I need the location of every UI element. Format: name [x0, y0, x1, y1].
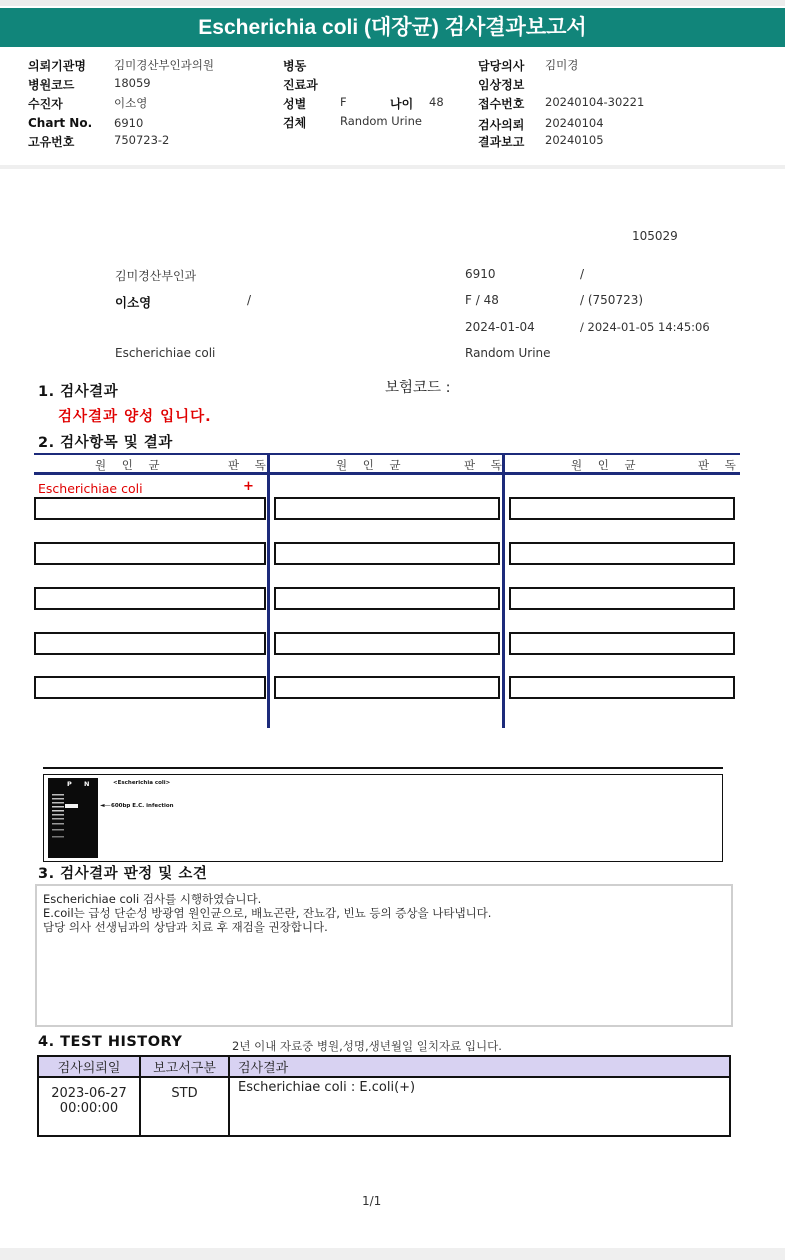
result-box — [509, 676, 735, 699]
request-date-label: 검사의뢰 — [478, 118, 525, 132]
history-col-date: 검사의뢰일 — [38, 1056, 140, 1077]
hospital-code-label: 병원코드 — [28, 78, 75, 92]
header-separator — [0, 165, 785, 169]
request-date-value: 20240104 — [545, 116, 604, 130]
opinion-line-3: 담당 의사 선생님과의 상담과 치료 후 재검을 권장합니다. — [43, 920, 328, 934]
result-box — [34, 676, 266, 699]
col-judge-3: 판 독 — [698, 458, 742, 472]
unique-no-label: 고유번호 — [28, 135, 75, 149]
patient-registration: / (750723) — [580, 293, 644, 307]
patient-specimen: Random Urine — [465, 346, 551, 360]
doctor-value: 김미경 — [545, 58, 579, 72]
result-box — [34, 497, 266, 520]
receipt-no-label: 접수번호 — [478, 97, 525, 111]
age-label: 나이 — [390, 97, 414, 111]
bottom-edge — [0, 1248, 785, 1260]
patient-label: 수진자 — [28, 97, 63, 111]
department-label: 진료과 — [283, 78, 318, 92]
receipt-no-value: 20240104-30221 — [545, 95, 645, 109]
table-divider-1 — [267, 453, 270, 728]
table-row — [38, 1077, 730, 1136]
patient-request-date: 2024-01-04 — [465, 320, 535, 334]
unique-no-value: 750723-2 — [114, 133, 170, 147]
age-value: 48 — [429, 95, 444, 109]
hospital-code-value: 18059 — [114, 76, 151, 90]
col-pathogen-3: 원 인 균 — [571, 458, 642, 472]
history-time: 00:00:00 — [59, 1101, 119, 1116]
hospital-value: 김미경산부인과의원 — [114, 58, 214, 72]
patient-value: 이소영 — [114, 96, 148, 110]
history-note: 2년 이내 자료중 병원,성명,생년월일 일치자료 입니다. — [232, 1039, 502, 1053]
clinical-info-label: 임상정보 — [478, 78, 525, 92]
patient-test: Escherichiae coli — [115, 346, 216, 360]
gel-image-frame — [43, 774, 723, 862]
result-box — [509, 632, 735, 655]
report-code: 105029 — [632, 229, 678, 243]
section4-title: 4. TEST HISTORY — [38, 1034, 183, 1050]
result-box — [274, 587, 500, 610]
section1-title: 1. 검사결과 — [38, 384, 119, 400]
opinion-line-2: E.coil는 급성 단순성 방광염 원인균으로, 배뇨곤란, 잔뇨감, 빈뇨 등의 증상을 나타냅니다. — [43, 906, 492, 920]
history-col-type: 보고서구분 — [140, 1056, 229, 1077]
patient-name-slash: / — [247, 293, 252, 307]
col-judge-1: 판 독 — [228, 458, 272, 472]
result-box — [509, 587, 735, 610]
result-box — [274, 497, 500, 520]
gel-band-label: 600bp E.C. infection — [111, 803, 174, 809]
ward-label: 병동 — [283, 59, 307, 73]
patient-chart: 6910 — [465, 267, 496, 281]
history-col-result: 검사결과 — [229, 1056, 730, 1077]
history-result: Escherichiae coli : E.coli(+) — [229, 1077, 730, 1136]
patient-chart-slash: / — [580, 267, 585, 281]
chart-no-value: 6910 — [114, 116, 144, 130]
gel-lane-p: P — [67, 780, 72, 788]
sex-value: F — [340, 95, 347, 109]
report-title: Escherichia coli (대장균) 검사결과보고서 — [0, 8, 785, 47]
top-edge — [0, 0, 785, 6]
hospital-label: 의뢰기관명 — [28, 59, 86, 73]
col-pathogen-1: 원 인 균 — [95, 458, 166, 472]
specimen-value: Random Urine — [340, 114, 422, 128]
gel-arrow-icon: ◄— — [100, 802, 111, 809]
page-number: 1/1 — [362, 1194, 382, 1208]
section3-title: 3. 검사결과 판정 및 소견 — [38, 866, 208, 882]
table-divider-2 — [502, 453, 505, 728]
specimen-label: 검체 — [283, 116, 307, 130]
positive-result: 검사결과 양성 입니다. — [58, 409, 212, 425]
opinion-line-1: Escherichiae coli 검사를 시행하였습니다. — [43, 892, 262, 906]
result-box — [34, 587, 266, 610]
patient-name: 이소영 — [115, 295, 152, 310]
patient-hospital: 김미경산부인과 — [115, 269, 197, 283]
col-judge-2: 판 독 — [464, 458, 508, 472]
gel-ladder-graphic — [48, 778, 98, 858]
result-box — [274, 542, 500, 565]
result-pathogen-name: Escherichiae coli — [38, 481, 143, 496]
gel-lane-n: N — [84, 780, 90, 788]
col-pathogen-2: 원 인 균 — [336, 458, 407, 472]
section2-title: 2. 검사항목 및 결과 — [38, 435, 173, 451]
result-box — [509, 542, 735, 565]
result-box — [274, 632, 500, 655]
doctor-label: 담당의사 — [478, 59, 525, 73]
gel-image — [48, 778, 98, 858]
patient-report-datetime: / 2024-01-05 14:45:06 — [580, 320, 710, 334]
report-date-value: 20240105 — [545, 133, 604, 147]
history-header-row — [38, 1056, 730, 1077]
history-date-cell — [38, 1077, 140, 1136]
patient-sex-age: F / 48 — [465, 293, 499, 307]
result-judge-positive: + — [243, 479, 254, 494]
result-box — [509, 497, 735, 520]
result-box — [34, 542, 266, 565]
history-type: STD — [140, 1077, 229, 1136]
chart-no-label: Chart No. — [28, 116, 93, 130]
gel-top-rule — [43, 767, 723, 769]
report-date-label: 결과보고 — [478, 135, 525, 149]
sex-label: 성별 — [283, 97, 307, 111]
history-date: 2023-06-27 — [51, 1086, 127, 1101]
result-box — [34, 632, 266, 655]
result-box — [274, 676, 500, 699]
table-top-rule — [34, 453, 740, 455]
history-table — [37, 1055, 731, 1137]
insurance-code: 보험코드 : — [385, 380, 451, 396]
gel-caption: <Escherichia coli> — [113, 780, 171, 786]
